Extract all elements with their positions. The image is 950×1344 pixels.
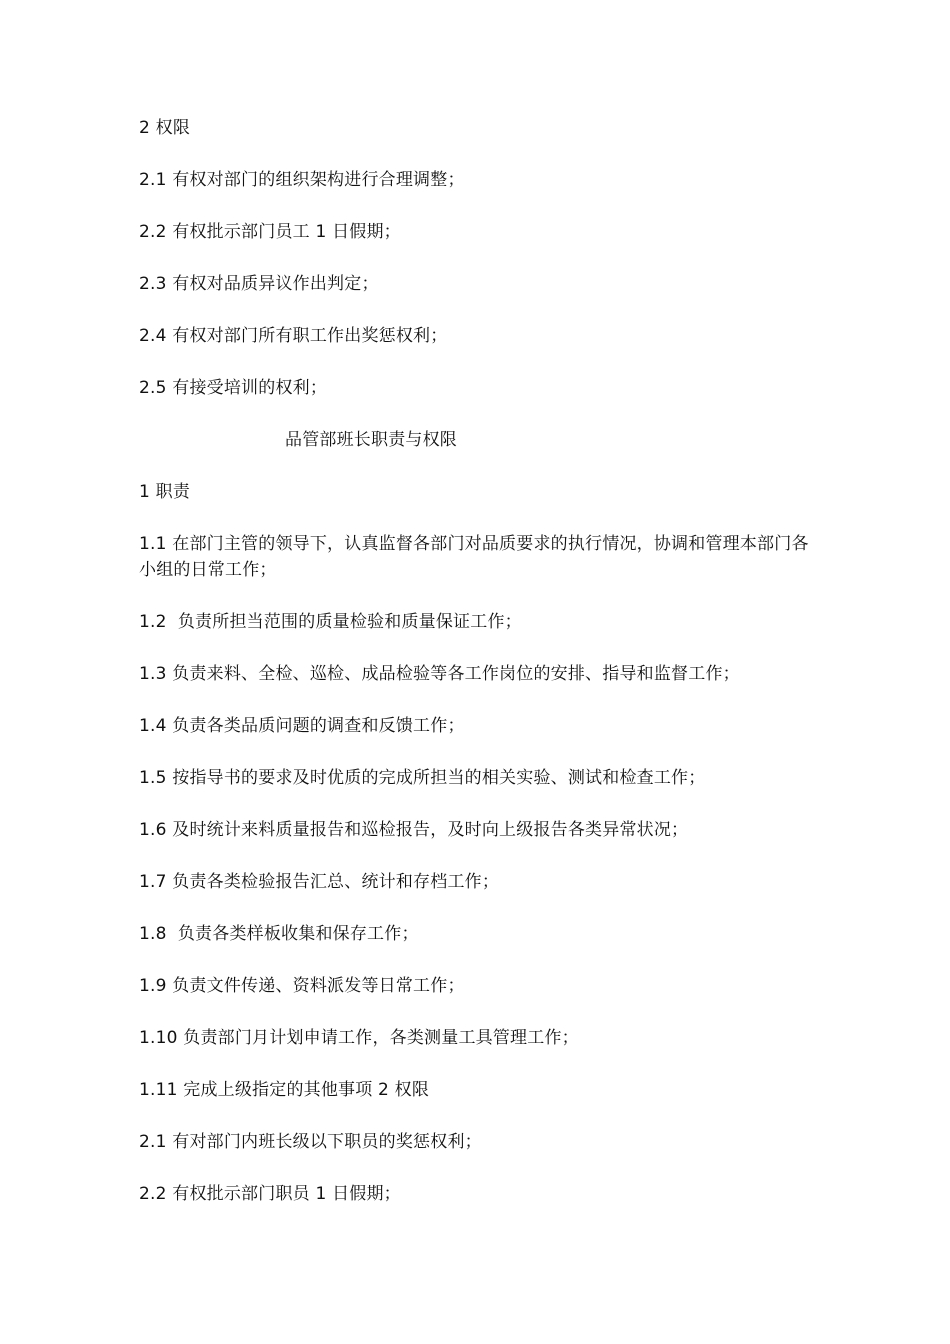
section-title: 品管部班长职责与权限 <box>285 430 457 450</box>
duty-item-1-3: 1.3 负责来料、全检、巡检、成品检验等各工作岗位的安排、指导和监督工作； <box>139 664 740 684</box>
duty-item-1-10: 1.10 负责部门月计划申请工作，各类测量工具管理工作； <box>139 1028 579 1048</box>
authority-item-2-1: 2.1 有权对部门的组织架构进行合理调整； <box>139 170 465 190</box>
duty-item-1-8: 1.8 负责各类样板收集和保存工作； <box>139 924 419 944</box>
duty-item-1-5: 1.5 按指导书的要求及时优质的完成所担当的相关实验、测试和检查工作； <box>139 768 706 788</box>
duty-item-1-2: 1.2 负责所担当范围的质量检验和质量保证工作； <box>139 612 522 632</box>
duty-item-1-9: 1.9 负责文件传递、资料派发等日常工作； <box>139 976 465 996</box>
duty-item-1-6: 1.6 及时统计来料质量报告和巡检报告，及时向上级报告各类异常状况； <box>139 820 689 840</box>
duty-item-1-1: 1.1 在部门主管的领导下，认真监督各部门对品质要求的执行情况，协调和管理本部门各小组的日常工作； <box>139 534 809 580</box>
section-heading-duties: 1 职责 <box>139 482 191 502</box>
authority-item-2-3: 2.3 有权对品质异议作出判定； <box>139 274 379 294</box>
duty-item-1-11: 1.11 完成上级指定的其他事项 2 权限 <box>139 1080 430 1100</box>
duty-item-1-7: 1.7 负责各类检验报告汇总、统计和存档工作； <box>139 872 500 892</box>
duty-item-1-4: 1.4 负责各类品质问题的调查和反馈工作； <box>139 716 465 736</box>
authority-item-2-1-b: 2.1 有对部门内班长级以下职员的奖惩权利； <box>139 1132 482 1152</box>
authority-item-2-5: 2.5 有接受培训的权利； <box>139 378 328 398</box>
authority-item-2-4: 2.4 有权对部门所有职工作出奖惩权利； <box>139 326 448 346</box>
section-heading-authority: 2 权限 <box>139 118 191 138</box>
authority-item-2-2-b: 2.2 有权批示部门职员 1 日假期； <box>139 1184 401 1204</box>
authority-item-2-2: 2.2 有权批示部门员工 1 日假期； <box>139 222 401 242</box>
